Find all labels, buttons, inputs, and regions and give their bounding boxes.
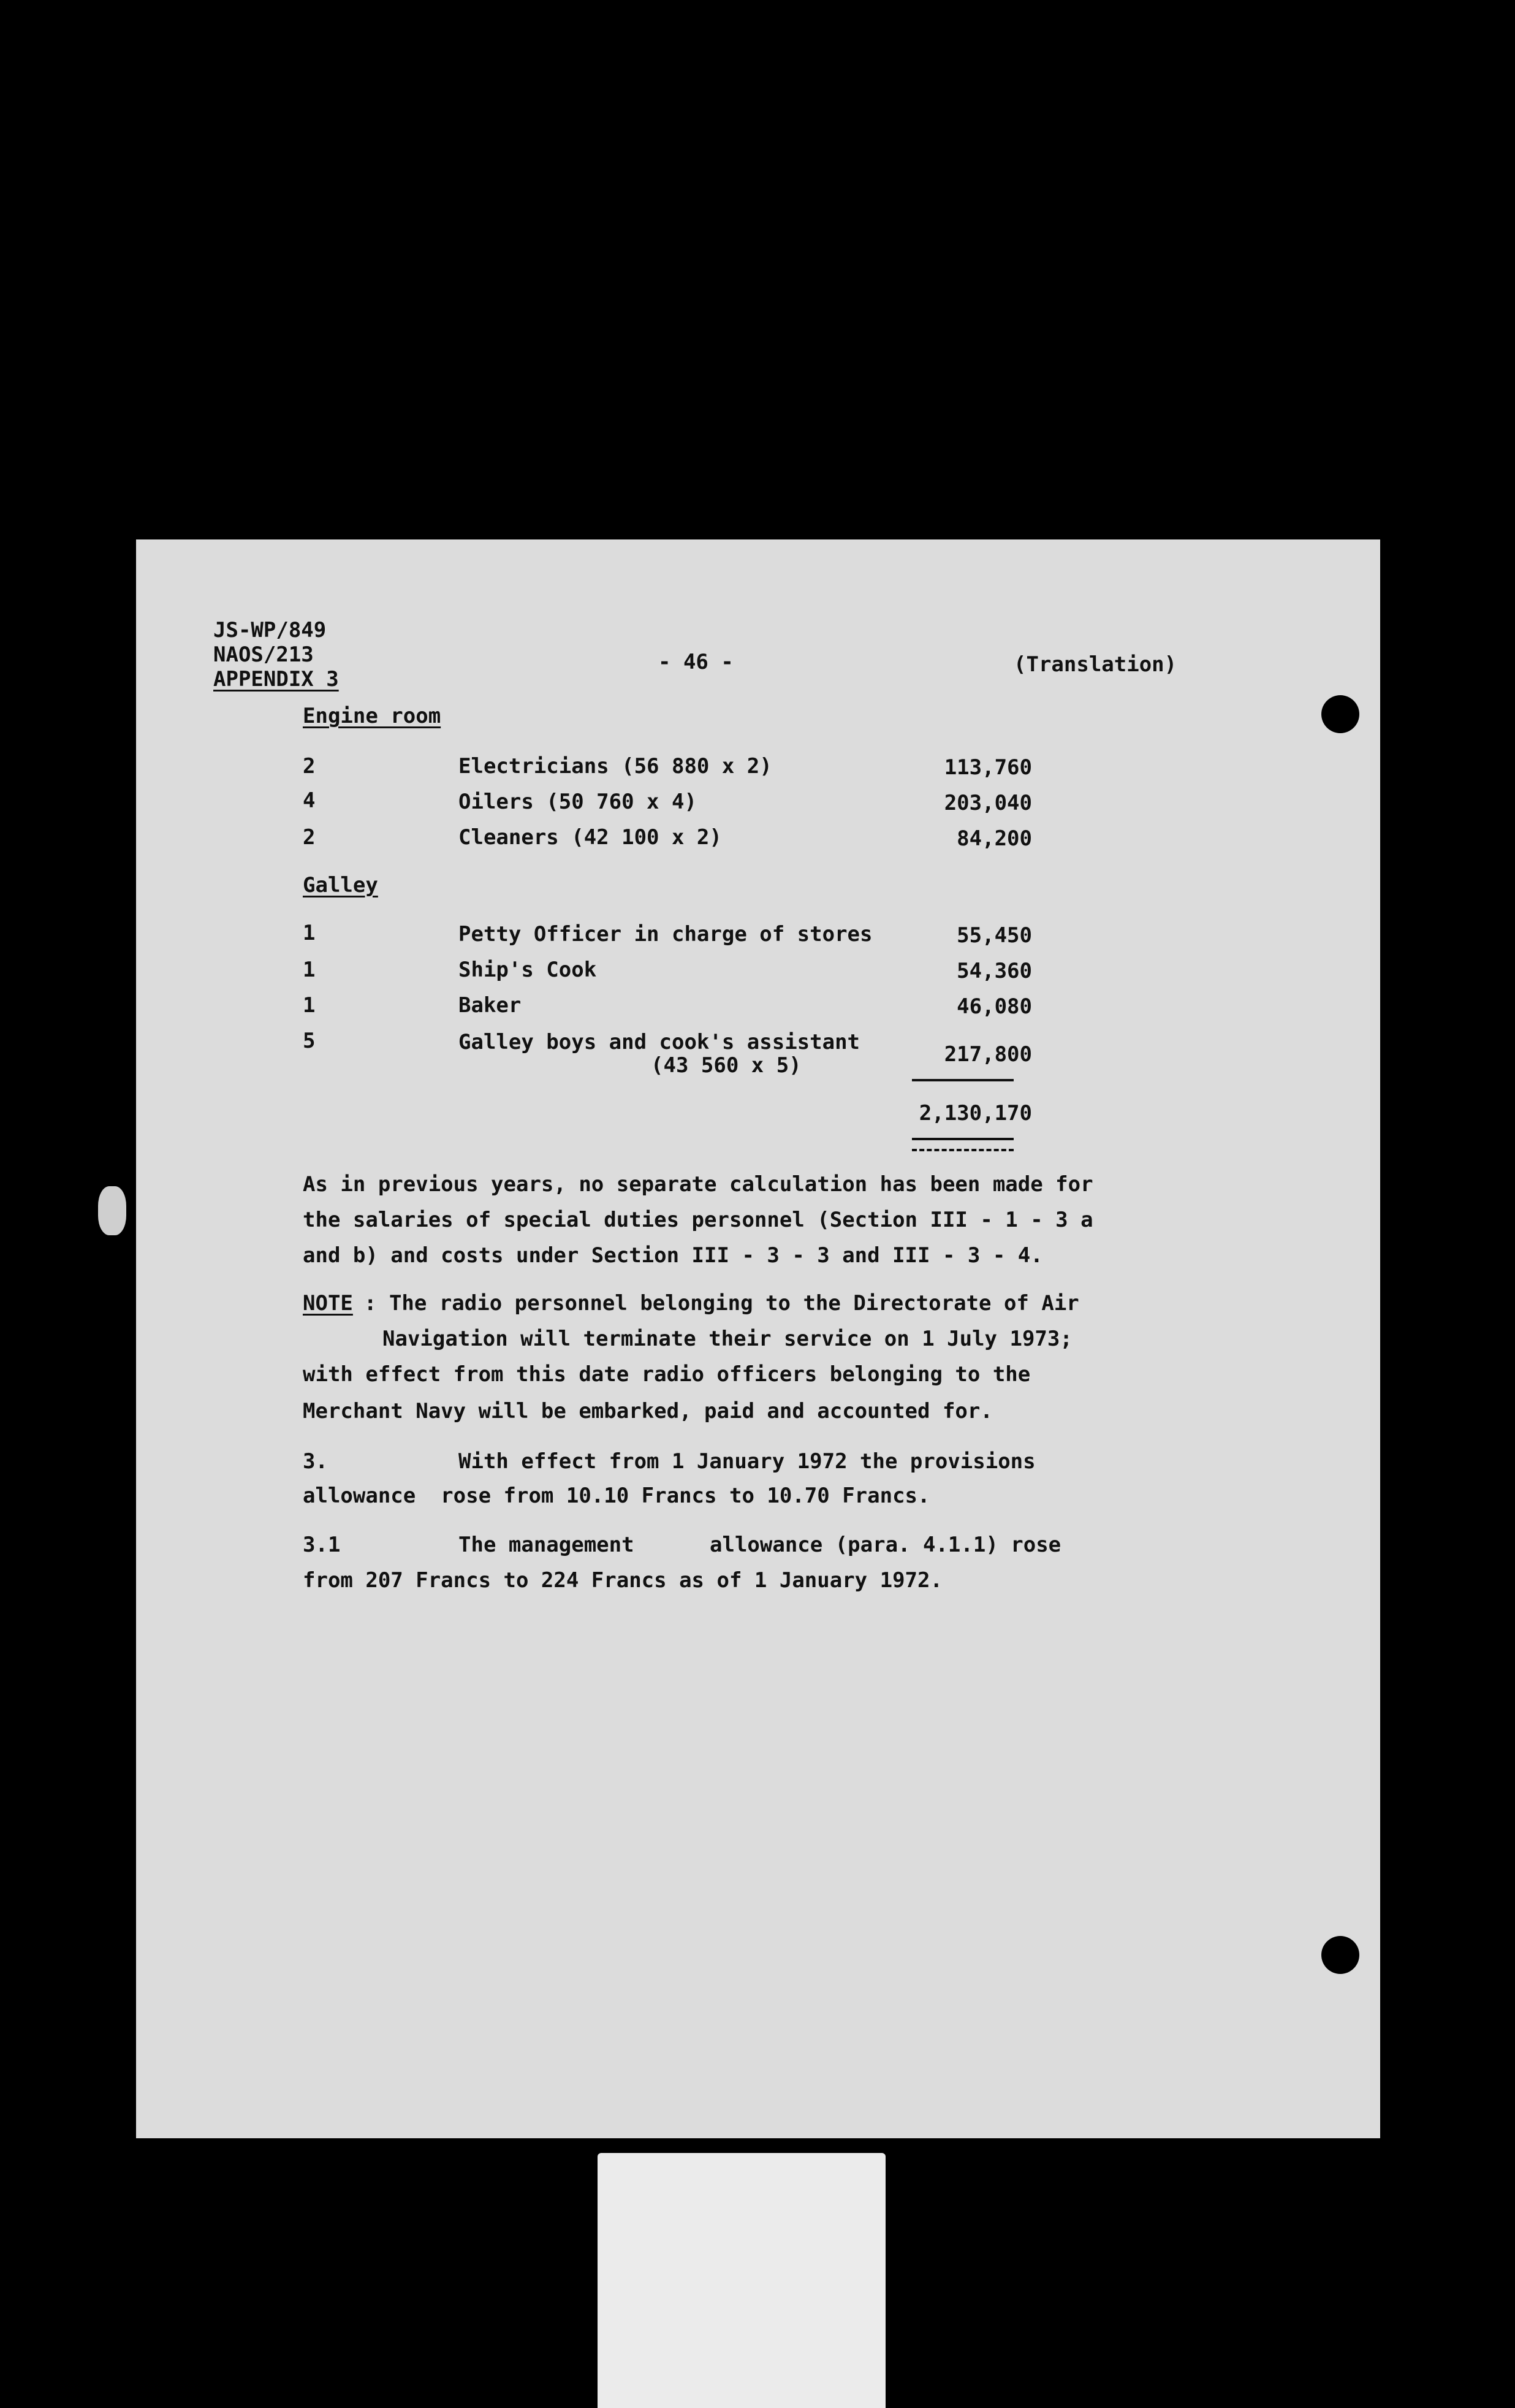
paragraph-line: With effect from 1 January 1972 the provisions [458, 1449, 1036, 1474]
row-desc: Petty Officer in charge of stores [458, 922, 873, 947]
row-desc: Baker [458, 993, 522, 1018]
row-qty: 2 [303, 825, 316, 850]
row-desc: Ship's Cook [458, 958, 597, 982]
row-qty: 5 [303, 1029, 316, 1053]
note-line: Merchant Navy will be embarked, paid and accounted for. [303, 1399, 993, 1423]
paragraph-line: the salaries of special duties personnel (Section III - 1 - 3 a [303, 1208, 1093, 1232]
page-number: - 46 - [658, 650, 734, 674]
paragraph-line: allowance (para. 4.1.1) rose [710, 1533, 1061, 1557]
note-label: NOTE [303, 1291, 353, 1316]
paragraph-number: 3.1 [303, 1533, 341, 1557]
film-speck [98, 1186, 126, 1235]
row-qty: 2 [303, 754, 316, 779]
row-amount: 54,360 [957, 959, 1032, 983]
section-heading-galley: Galley [303, 873, 378, 897]
row-desc: Oilers (50 760 x 4) [458, 790, 697, 814]
note-line: Navigation will terminate their service on 1 July 1973; [382, 1327, 1073, 1351]
paragraph-line: The management [458, 1533, 634, 1557]
row-qty: 1 [303, 993, 316, 1018]
total-double-rule [912, 1149, 1014, 1151]
doc-ref-2: NAOS/213 [213, 642, 314, 667]
row-amount: 55,450 [957, 923, 1032, 948]
grand-total: 2,130,170 [919, 1101, 1032, 1126]
doc-ref-appendix: APPENDIX 3 [213, 667, 339, 692]
target-card [598, 2153, 886, 2408]
row-desc: Cleaners (42 100 x 2) [458, 825, 722, 850]
row-amount: 46,080 [957, 994, 1032, 1019]
paragraph-line: As in previous years, no separate calculation has been made for [303, 1172, 1093, 1197]
doc-ref-1: JS-WP/849 [213, 618, 327, 642]
row-qty: 1 [303, 958, 316, 982]
translation-note: (Translation) [1014, 652, 1177, 677]
paragraph-line: from 207 Francs to 224 Francs as of 1 January 1972. [303, 1568, 943, 1593]
paragraph-line: and b) and costs under Section III - 3 - 3 and III - 3 - 4. [303, 1243, 1043, 1268]
row-amount: 113,760 [944, 755, 1032, 780]
total-rule [912, 1138, 1014, 1140]
row-desc: Galley boys and cook's assistant [458, 1030, 860, 1054]
row-amount: 84,200 [957, 826, 1032, 851]
row-desc: Electricians (56 880 x 2) [458, 754, 772, 779]
note-line: with effect from this date radio officers belonging to the [303, 1362, 1031, 1387]
document-page [136, 539, 1380, 2138]
subtotal-rule [912, 1079, 1014, 1081]
row-qty: 4 [303, 788, 316, 813]
paragraph-line: allowance rose from 10.10 Francs to 10.70 Francs. [303, 1484, 930, 1508]
punch-hole-bottom [1321, 1936, 1359, 1974]
row-qty: 1 [303, 921, 316, 945]
row-amount: 203,040 [944, 791, 1032, 815]
section-heading-engine-room: Engine room [303, 704, 441, 728]
punch-hole-top [1321, 695, 1359, 733]
note-line: : The radio personnel belonging to the Directorate of Air [364, 1291, 1079, 1316]
paragraph-number: 3. [303, 1449, 328, 1474]
row-amount: 217,800 [944, 1042, 1032, 1067]
row-desc-detail: (43 560 x 5) [651, 1053, 802, 1078]
